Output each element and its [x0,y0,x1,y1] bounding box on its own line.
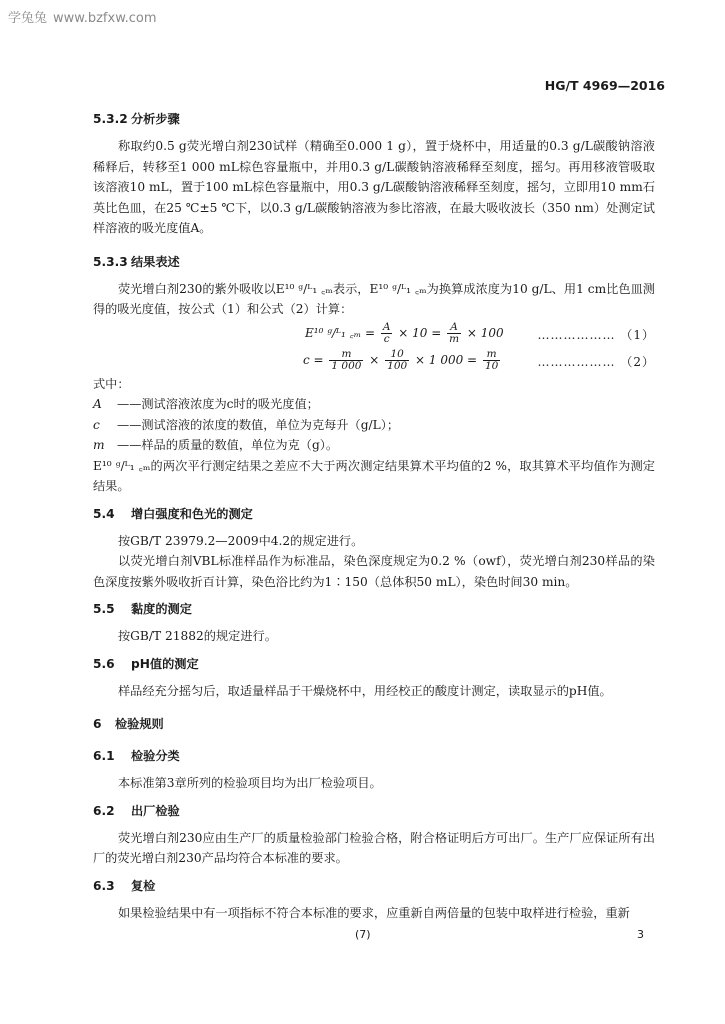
page-content [93,110,655,923]
section-5-3-3-heading: 5.3.3 结果表述 [93,254,180,269]
standard-code: HG/T 4969—2016 [544,78,665,93]
section-5-4-p1: 按GB/T 23979.2—2009中4.2的规定进行。 [118,533,364,548]
watermark-url: www.bzfxw.com [53,11,157,26]
formula-2-number: ……………… （2） [537,354,655,369]
section-6-3-heading: 6.3 复检 [93,878,156,893]
section-5-6-heading: 5.6 pH值的测定 [93,656,199,671]
section-5-3-2-heading: 5.3.2 分析步骤 [93,112,180,126]
section-5-3-3-body: 荧光增白剂230的紫外吸收以E¹⁰ ᵍ/ᴸ₁ ꜀ₘ表示，E¹⁰ ᵍ/ᴸ₁ ꜀ₘ为换算成浓度为10 g/L、用1 cm比色皿测得的吸光度值，按公式（1）和公式（2）计算： [93,281,655,316]
watermark-site: 学兔兔 [8,11,48,26]
formula-1-number: ……………… （1） [537,327,655,342]
section-5-3-2-body: 称取约0.5 g荧光增白剂230试样（精确至0.000 1 g），置于烧杯中，用适量的0.3 g/L碳酸钠溶液稀释后，转移至1 000 mL棕色容量瓶中，并用0.3 g/L碳酸钠溶液稀释至刻度，摇匀。再用移液管吸取该溶液10 mL，置于100 mL棕色容量瓶中，用0.3 g/L碳酸钠溶液稀释至刻度，摇匀，立即用10 mm石英比色皿，在25 ℃±5 ℃下，以0.3 g/L碳酸钠溶液为参比溶液，在最大吸收波长（350 nm）处测定试样溶液的吸光度值A。 [93,139,655,235]
term-a: A ——测试溶液浓度为c时的吸光度值； [93,397,319,411]
section-6-2-heading: 6.2 出厂检验 [93,803,180,818]
formula-2: c = $\frac{m}{1 000}$ × $\frac{10}{100}$ × 1 000 = $\frac{m}{10}$ ……………… （2） [303,347,655,372]
section-6-3-p1: 如果检验结果中有一项指标不符合本标准的要求，应重新自两倍量的包装中取样进行检验，重新 [118,905,630,920]
where-label: 式中： [93,376,130,391]
section-5-5-p1: 按GB/T 21882的规定进行。 [118,629,277,643]
section-6-2-p1: 荧光增白剂230应由生产厂的质量检验部门检验合格，附合格证明后方可出厂。生产厂应保证所有出厂的荧光增白剂230产品均符合本标准的要求。 [93,830,655,865]
page-number: 3 [637,928,644,941]
term-m: m ——样品的质量的数值，单位为克（g）。 [93,438,339,452]
section-6-heading: 6 检验规则 [93,717,164,731]
watermark [8,7,157,26]
section-6-1-p1: 本标准第3章所列的检验项目均为出厂检验项目。 [118,776,382,790]
section-5-4-heading: 5.4 增白强度和色光的测定 [93,506,253,521]
footer-label: (7) [355,928,371,941]
section-5-6-p1: 样品经充分摇匀后，取适量样品于干燥烧杯中，用经校正的酸度计测定，读取显示的pH值。 [118,683,612,698]
section-6-1-heading: 6.1 检验分类 [93,749,180,763]
result-note: E¹⁰ ᵍ/ᴸ₁ ꜀ₘ的两次平行测定结果之差应不大于两次测定结果算术平均值的2 %，取其算术平均值作为测定结果。 [93,458,655,493]
term-c: c ——测试溶液的浓度的数值，单位为克每升（g/L）； [93,417,400,432]
formula-1: E¹⁰ ᵍ/ᴸ₁ ꜀ₘ = $\frac{A}{c}$ × 10 = $\frac{A}{m}$ × 100 ……………… （1） [305,320,655,345]
section-5-5-heading: 5.5 黏度的测定 [93,602,192,616]
section-5-4-p2: 以荧光增白剂VBL标准样品作为标准品，染色深度规定为0.2 %（owf），荧光增白剂230样品的染色深度按紫外吸收折百计算，染色浴比约为1∶150（总体积50 mL），染色时间30 min。 [93,554,655,589]
